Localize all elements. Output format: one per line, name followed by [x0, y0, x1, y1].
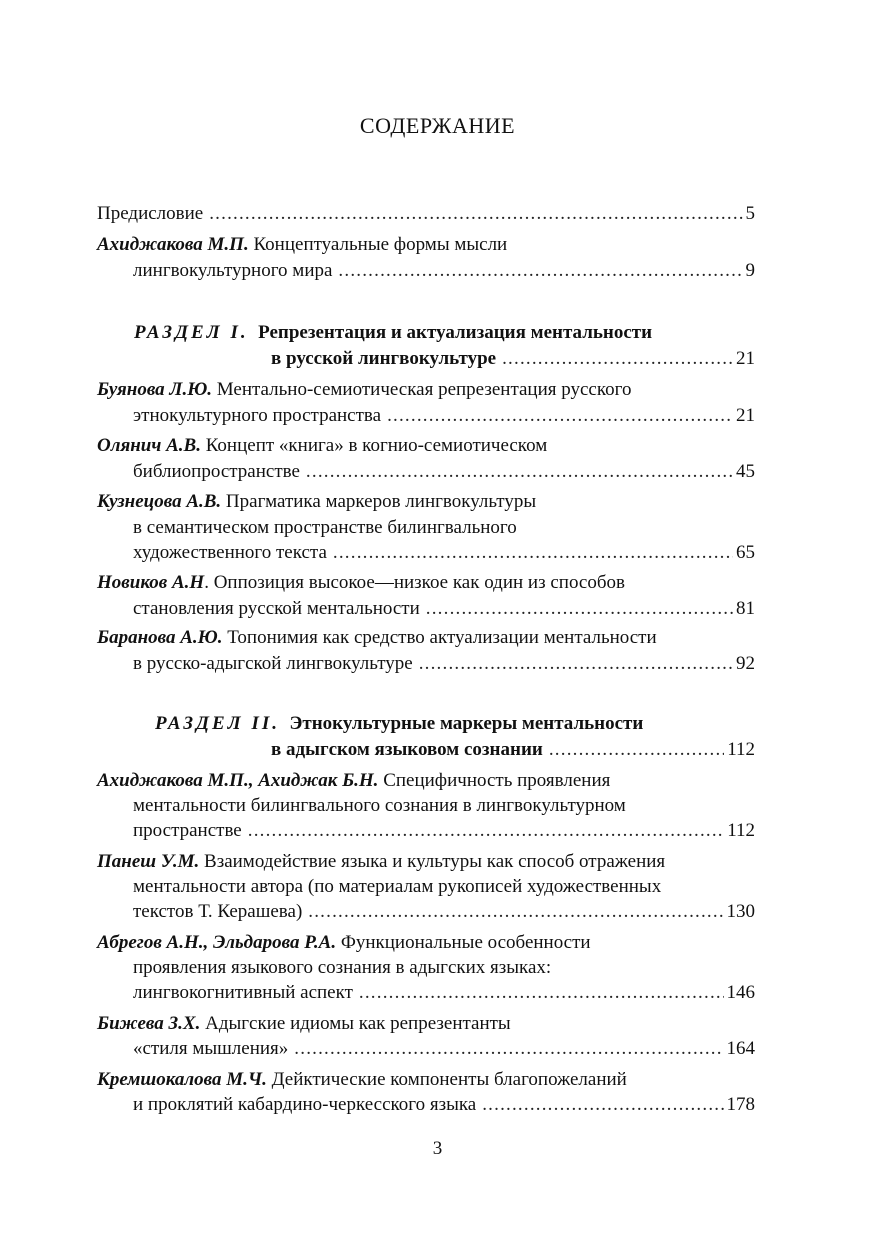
section-title-cont: в русской лингвокультуре	[271, 348, 497, 369]
entry-page: 130	[726, 901, 755, 922]
entry-page: 5	[745, 203, 755, 224]
entry-title: Концептуальные формы мысли	[253, 234, 508, 255]
entry-page: 21	[736, 405, 755, 426]
entry-title-cont: «стиля мышления»	[133, 1038, 289, 1059]
entry-page: 45	[736, 461, 755, 482]
entry-title-cont: этнокультурного пространства	[133, 405, 382, 426]
toc-entry-kuznetsova[interactable]	[97, 489, 755, 515]
dot-leader	[294, 1036, 723, 1062]
section-heading-1[interactable]	[134, 320, 755, 346]
toc-entry-panesh[interactable]	[97, 849, 755, 875]
entry-title-cont: текстов Т. Керашева)	[133, 901, 303, 922]
entry-author: Ахиджакова М.П., Ахиджак Б.Н.	[97, 770, 379, 791]
entry-title: Дейктические компоненты благопожеланий	[271, 1069, 627, 1090]
toc-entry-kremshokalova-cont[interactable]	[133, 1092, 755, 1118]
entry-title-cont: становления русской ментальности	[133, 598, 420, 619]
entry-page: 9	[745, 260, 755, 281]
toc-entry-abregov-cont2[interactable]	[133, 980, 755, 1006]
dot-leader	[338, 258, 742, 284]
section-label: РАЗДЕЛ I.	[134, 322, 249, 343]
toc-entry-olyanich-cont[interactable]	[133, 459, 755, 485]
dot-leader	[248, 818, 724, 844]
section-heading-2-cont[interactable]	[271, 737, 755, 763]
entry-title-cont: проявления языкового сознания в адыгских языках:	[133, 957, 552, 978]
toc-entry-abregov[interactable]	[97, 930, 755, 956]
toc-entry-olyanich[interactable]	[97, 433, 755, 459]
toc-entry-panesh-cont2[interactable]	[133, 899, 755, 925]
section-title: Репрезентация и актуализация ментальности	[258, 322, 653, 343]
section-page: 21	[736, 348, 755, 369]
toc-entry-akhidzhakova-akhidzhak-cont[interactable]	[133, 793, 755, 819]
toc-entry-kuznetsova-cont[interactable]	[133, 515, 755, 541]
entry-title: Взаимодействие языка и культуры как способ отражения	[204, 851, 666, 872]
entry-title: Специфичность проявления	[383, 770, 611, 791]
dot-leader	[209, 201, 742, 227]
toc-entry-kuznetsova-cont2[interactable]	[133, 540, 755, 566]
entry-title: Топонимия как средство актуализации ментальности	[227, 627, 657, 648]
toc-entry-akhidzhakova-akhidzhak[interactable]	[97, 768, 755, 794]
dot-leader	[308, 899, 723, 925]
toc-entry-bizheva[interactable]	[97, 1011, 755, 1037]
toc-entry-abregov-cont[interactable]	[133, 955, 755, 981]
entry-page: 65	[736, 542, 755, 563]
entry-title: Концепт «книга» в когнио-семиотическом	[205, 435, 548, 456]
section-title-cont: в адыгском языковом сознании	[271, 739, 543, 760]
dot-leader	[419, 651, 733, 677]
toc-entry-akhidzhakova-cont[interactable]	[133, 258, 755, 284]
entry-title: Ментально-семиотическая репрезентация русского	[216, 379, 632, 400]
entry-author: Олянич А.В.	[97, 435, 201, 456]
toc-entry-buyanova[interactable]	[97, 377, 755, 403]
entry-title: Функциональные особенности	[340, 932, 591, 953]
dot-leader	[306, 459, 733, 485]
entry-page: 178	[726, 1094, 755, 1115]
entry-title-cont: художественного текста	[133, 542, 327, 563]
entry-page: 112	[727, 820, 755, 841]
entry-author: Бижева З.Х.	[97, 1013, 201, 1034]
entry-title-cont: ментальности билингвального сознания в лингвокультурном	[133, 795, 626, 816]
section-heading-1-cont[interactable]	[271, 346, 755, 372]
section-page: 112	[727, 739, 755, 760]
entry-title-cont: в семантическом пространстве билингвального	[133, 517, 517, 538]
entry-title-cont: лингвокультурного мира	[133, 260, 333, 281]
toc-entry-akhidzhakova-akhidzhak-cont2[interactable]	[133, 818, 755, 844]
toc-entry-novikov[interactable]	[97, 570, 755, 596]
page-number: 3	[432, 1138, 443, 1159]
entry-page: 81	[736, 598, 755, 619]
entry-page: 92	[736, 653, 755, 674]
entry-title-cont: библиопространстве	[133, 461, 300, 482]
entry-author: Буянова Л.Ю.	[97, 379, 213, 400]
entry-page: 164	[726, 1038, 755, 1059]
entry-title-cont: ментальности автора (по материалам рукописей художественных	[133, 876, 662, 897]
dot-leader	[359, 980, 724, 1006]
entry-author: Кремшокалова М.Ч.	[97, 1069, 267, 1090]
toc-entry-kremshokalova[interactable]	[97, 1067, 755, 1093]
section-label: РАЗДЕЛ II.	[155, 713, 280, 734]
entry-title-cont: пространстве	[133, 820, 242, 841]
entry-title: Предисловие	[97, 203, 204, 224]
entry-page: 146	[726, 982, 755, 1003]
entry-author: Абрегов А.Н., Эльдарова Р.А.	[97, 932, 337, 953]
toc-entry-bizheva-cont[interactable]	[133, 1036, 755, 1062]
toc-entry-novikov-cont[interactable]	[133, 596, 755, 622]
page-title: СОДЕРЖАНИЕ	[359, 113, 516, 138]
toc-entry-preface[interactable]	[97, 201, 755, 227]
entry-title: Адыгские идиомы как репрезентанты	[205, 1013, 511, 1034]
toc-entry-akhidzhakova[interactable]	[97, 232, 755, 258]
toc-entry-buyanova-cont[interactable]	[133, 403, 755, 429]
toc-entry-baranova[interactable]	[97, 625, 755, 651]
entry-title-cont: и проклятий кабардино-черкесского языка	[133, 1094, 477, 1115]
dot-leader	[502, 346, 733, 372]
toc-entry-panesh-cont[interactable]	[133, 874, 755, 900]
entry-title: Прагматика маркеров лингвокультуры	[225, 491, 537, 512]
entry-title: . Оппозиция высокое—низкое как один из способов	[204, 572, 625, 593]
dot-leader	[549, 737, 724, 763]
dot-leader	[426, 596, 733, 622]
entry-author: Баранова А.Ю.	[97, 627, 223, 648]
entry-title-cont: в русско-адыгской лингвокультуре	[133, 653, 413, 674]
dot-leader	[333, 540, 733, 566]
entry-author: Кузнецова А.В.	[97, 491, 222, 512]
dot-leader	[482, 1092, 723, 1118]
entry-author: Панеш У.М.	[97, 851, 200, 872]
entry-author: Новиков А.Н	[97, 572, 205, 593]
entry-title-cont: лингвокогнитивный аспект	[133, 982, 353, 1003]
toc-entry-baranova-cont[interactable]	[133, 651, 755, 677]
section-heading-2[interactable]	[155, 711, 755, 737]
section-title: Этнокультурные маркеры ментальности	[289, 713, 644, 734]
dot-leader	[387, 403, 733, 429]
entry-author: Ахиджакова М.П.	[97, 234, 249, 255]
